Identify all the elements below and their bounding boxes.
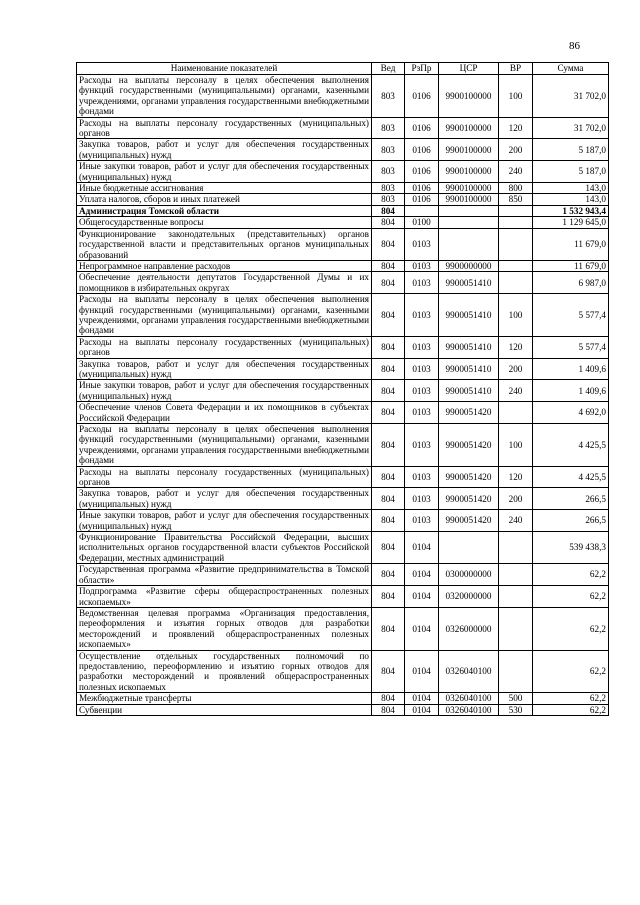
cell-csr: 9900051410: [439, 380, 499, 402]
header-rzpr: РзПр: [405, 63, 439, 75]
cell-rzpr: 0104: [405, 607, 439, 650]
table-row: [77, 228, 609, 260]
cell-name: Осуществление отдельных государственных полномочий по предоставлению, переоформлению и изъятию горных отводов для разработки месторождений и проявлений общераспространенных полезных ископаемых: [77, 650, 372, 693]
cell-sum: 266,5: [533, 488, 609, 510]
cell-sum: 1 409,6: [533, 358, 609, 380]
cell-vr: 120: [499, 466, 533, 488]
cell-sum: 31 702,0: [533, 75, 609, 118]
cell-csr: 0326040100: [439, 650, 499, 693]
cell-ved: 804: [372, 294, 405, 337]
cell-vr: 200: [499, 358, 533, 380]
cell-name: Субвенции: [77, 704, 372, 715]
table-row: [77, 704, 609, 715]
cell-vr: 200: [499, 488, 533, 510]
cell-ved: 803: [372, 161, 405, 183]
cell-sum: 1 532 943,4: [533, 205, 609, 216]
cell-ved: 803: [372, 117, 405, 139]
table-header-row: [77, 63, 609, 75]
page-number: 86: [569, 40, 580, 52]
cell-sum: 62,2: [533, 704, 609, 715]
table-row: [77, 139, 609, 161]
cell-rzpr: 0106: [405, 183, 439, 194]
cell-rzpr: 0106: [405, 75, 439, 118]
cell-sum: 4 425,5: [533, 424, 609, 467]
cell-sum: 62,2: [533, 650, 609, 693]
cell-rzpr: 0103: [405, 272, 439, 294]
table-row: [77, 183, 609, 194]
cell-rzpr: 0104: [405, 532, 439, 564]
table-row: [77, 466, 609, 488]
cell-vr: [499, 532, 533, 564]
cell-vr: 800: [499, 183, 533, 194]
cell-name: Расходы на выплаты персоналу государственных (муниципальных) органов: [77, 117, 372, 139]
cell-rzpr: 0104: [405, 586, 439, 608]
cell-csr: [439, 228, 499, 260]
cell-vr: 120: [499, 336, 533, 358]
cell-sum: 266,5: [533, 510, 609, 532]
table-row: [77, 205, 609, 216]
cell-ved: 804: [372, 358, 405, 380]
cell-rzpr: 0103: [405, 260, 439, 271]
cell-name: Общегосударственные вопросы: [77, 217, 372, 228]
cell-csr: 9900100000: [439, 117, 499, 139]
header-sum: Сумма: [533, 63, 609, 75]
table-row: [77, 510, 609, 532]
table-row: [77, 380, 609, 402]
cell-sum: 4 692,0: [533, 402, 609, 424]
cell-rzpr: 0106: [405, 161, 439, 183]
cell-vr: 240: [499, 510, 533, 532]
cell-ved: 804: [372, 488, 405, 510]
cell-sum: 1 129 645,0: [533, 217, 609, 228]
cell-csr: 0320000000: [439, 586, 499, 608]
cell-csr: 9900051410: [439, 358, 499, 380]
cell-rzpr: 0103: [405, 424, 439, 467]
cell-ved: 803: [372, 183, 405, 194]
table-row: [77, 586, 609, 608]
cell-name: Расходы на выплаты персоналу государственных (муниципальных) органов: [77, 466, 372, 488]
header-name: Наименование показателей: [77, 63, 372, 75]
cell-rzpr: 0103: [405, 510, 439, 532]
cell-csr: 9900051410: [439, 294, 499, 337]
cell-name: Расходы на выплаты персоналу в целях обеспечения выполнения функций государственными (муниципальными) органами, казенными учреждениями, органами управления государственными внебюджетными фондами: [77, 424, 372, 467]
cell-name: Обеспечение деятельности депутатов Государственной Думы и их помощников в избирательных округах: [77, 272, 372, 294]
cell-rzpr: 0103: [405, 402, 439, 424]
cell-rzpr: 0106: [405, 194, 439, 205]
cell-name: Закупка товаров, работ и услуг для обеспечения государственных (муниципальных) нужд: [77, 139, 372, 161]
cell-name: Расходы на выплаты персоналу в целях обеспечения выполнения функций государственными (муниципальными) органами, казенными учреждениями, органами управления государственными внебюджетными фондами: [77, 75, 372, 118]
cell-ved: 804: [372, 510, 405, 532]
cell-ved: 803: [372, 194, 405, 205]
cell-vr: 850: [499, 194, 533, 205]
cell-ved: 804: [372, 228, 405, 260]
table-row: [77, 693, 609, 704]
cell-csr: 9900100000: [439, 183, 499, 194]
cell-rzpr: [405, 205, 439, 216]
cell-rzpr: 0106: [405, 117, 439, 139]
cell-name: Иные закупки товаров, работ и услуг для обеспечения государственных (муниципальных) нужд: [77, 380, 372, 402]
cell-name: Государственная программа «Развитие предпринимательства в Томской области»: [77, 564, 372, 586]
table-row: [77, 607, 609, 650]
table-row: [77, 532, 609, 564]
cell-ved: 804: [372, 205, 405, 216]
table-row: [77, 217, 609, 228]
cell-csr: 9900100000: [439, 75, 499, 118]
cell-csr: 9900051420: [439, 402, 499, 424]
cell-vr: 200: [499, 139, 533, 161]
cell-vr: [499, 260, 533, 271]
table-row: [77, 358, 609, 380]
cell-csr: 9900100000: [439, 139, 499, 161]
table-row: [77, 650, 609, 693]
cell-sum: 62,2: [533, 607, 609, 650]
cell-csr: 9900100000: [439, 161, 499, 183]
cell-name: Иные бюджетные ассигнования: [77, 183, 372, 194]
cell-ved: 804: [372, 607, 405, 650]
table-row: [77, 161, 609, 183]
cell-vr: [499, 205, 533, 216]
cell-ved: 803: [372, 139, 405, 161]
cell-name: Непрограммное направление расходов: [77, 260, 372, 271]
cell-name: Функционирование Правительства Российской Федерации, высших исполнительных органов государственной власти субъектов Российской Федерации, местных администраций: [77, 532, 372, 564]
cell-csr: 9900051420: [439, 510, 499, 532]
cell-vr: 120: [499, 117, 533, 139]
header-ved: Вед: [372, 63, 405, 75]
cell-name: Иные закупки товаров, работ и услуг для обеспечения государственных (муниципальных) нужд: [77, 510, 372, 532]
cell-csr: [439, 532, 499, 564]
cell-vr: [499, 586, 533, 608]
cell-vr: [499, 228, 533, 260]
cell-ved: 803: [372, 75, 405, 118]
cell-vr: 240: [499, 161, 533, 183]
budget-table: [76, 62, 609, 716]
cell-csr: 0326040100: [439, 704, 499, 715]
cell-name: Администрация Томской области: [77, 205, 372, 216]
cell-rzpr: 0103: [405, 466, 439, 488]
cell-vr: 100: [499, 75, 533, 118]
table-row: [77, 336, 609, 358]
cell-vr: 500: [499, 693, 533, 704]
cell-ved: 804: [372, 380, 405, 402]
cell-sum: 1 409,6: [533, 380, 609, 402]
cell-sum: 143,0: [533, 194, 609, 205]
cell-name: Закупка товаров, работ и услуг для обеспечения государственных (муниципальных) нужд: [77, 488, 372, 510]
cell-sum: 5 577,4: [533, 294, 609, 337]
cell-sum: 143,0: [533, 183, 609, 194]
cell-ved: 804: [372, 424, 405, 467]
cell-rzpr: 0104: [405, 564, 439, 586]
cell-sum: 5 187,0: [533, 139, 609, 161]
table-row: [77, 260, 609, 271]
cell-rzpr: 0104: [405, 693, 439, 704]
cell-ved: 804: [372, 336, 405, 358]
cell-csr: 0326040100: [439, 693, 499, 704]
cell-sum: 5 187,0: [533, 161, 609, 183]
cell-vr: [499, 217, 533, 228]
cell-csr: 9900051420: [439, 466, 499, 488]
cell-ved: 804: [372, 532, 405, 564]
table-row: [77, 488, 609, 510]
cell-name: Расходы на выплаты персоналу в целях обеспечения выполнения функций государственными (муниципальными) органами, казенными учреждениями, органами управления государственными внебюджетными фондами: [77, 294, 372, 337]
cell-sum: 6 987,0: [533, 272, 609, 294]
cell-vr: 530: [499, 704, 533, 715]
cell-vr: [499, 650, 533, 693]
cell-ved: 804: [372, 650, 405, 693]
cell-csr: 9900100000: [439, 194, 499, 205]
table-row: [77, 272, 609, 294]
cell-csr: 0326000000: [439, 607, 499, 650]
cell-ved: 804: [372, 693, 405, 704]
cell-csr: 9900051410: [439, 336, 499, 358]
cell-sum: 31 702,0: [533, 117, 609, 139]
cell-sum: 11 679,0: [533, 228, 609, 260]
cell-vr: 240: [499, 380, 533, 402]
cell-name: Обеспечение членов Совета Федерации и их помощников в субъектах Российской Федерации: [77, 402, 372, 424]
cell-name: Подпрограмма «Развитие сферы общераспространенных полезных ископаемых»: [77, 586, 372, 608]
cell-name: Уплата налогов, сборов и иных платежей: [77, 194, 372, 205]
table-row: [77, 564, 609, 586]
cell-vr: [499, 607, 533, 650]
table-body: [77, 75, 609, 716]
cell-rzpr: 0104: [405, 704, 439, 715]
cell-ved: 804: [372, 272, 405, 294]
cell-rzpr: 0103: [405, 380, 439, 402]
cell-ved: 804: [372, 260, 405, 271]
cell-csr: 9900051420: [439, 424, 499, 467]
cell-csr: [439, 217, 499, 228]
cell-vr: [499, 564, 533, 586]
cell-csr: [439, 205, 499, 216]
table-row: [77, 117, 609, 139]
header-csr: ЦСР: [439, 63, 499, 75]
cell-sum: 62,2: [533, 693, 609, 704]
cell-name: Функционирование законодательных (представительных) органов государственной власти и представительных органов муниципальных образований: [77, 228, 372, 260]
cell-ved: 804: [372, 466, 405, 488]
cell-sum: 11 679,0: [533, 260, 609, 271]
cell-ved: 804: [372, 586, 405, 608]
cell-csr: 0300000000: [439, 564, 499, 586]
cell-rzpr: 0103: [405, 358, 439, 380]
table-row: [77, 424, 609, 467]
cell-name: Расходы на выплаты персоналу государственных (муниципальных) органов: [77, 336, 372, 358]
cell-name: Иные закупки товаров, работ и услуг для обеспечения государственных (муниципальных) нужд: [77, 161, 372, 183]
cell-name: Ведомственная целевая программа «Организация предоставления, переоформления и изъятия горных отводов для разработки месторождений и проявлений общераспространенных полезных ископаемых»: [77, 607, 372, 650]
cell-ved: 804: [372, 564, 405, 586]
cell-sum: 5 577,4: [533, 336, 609, 358]
cell-vr: [499, 272, 533, 294]
cell-rzpr: 0104: [405, 650, 439, 693]
table-row: [77, 402, 609, 424]
cell-csr: 9900000000: [439, 260, 499, 271]
cell-rzpr: 0100: [405, 217, 439, 228]
cell-name: Межбюджетные трансферты: [77, 693, 372, 704]
cell-ved: 804: [372, 704, 405, 715]
table-row: [77, 294, 609, 337]
cell-csr: 9900051420: [439, 488, 499, 510]
cell-rzpr: 0103: [405, 294, 439, 337]
cell-rzpr: 0106: [405, 139, 439, 161]
cell-ved: 804: [372, 402, 405, 424]
cell-vr: 100: [499, 424, 533, 467]
cell-sum: 62,2: [533, 586, 609, 608]
cell-vr: [499, 402, 533, 424]
table-row: [77, 75, 609, 118]
cell-ved: 804: [372, 217, 405, 228]
table-row: [77, 194, 609, 205]
cell-sum: 4 425,5: [533, 466, 609, 488]
cell-rzpr: 0103: [405, 336, 439, 358]
cell-name: Закупка товаров, работ и услуг для обеспечения государственных (муниципальных) нужд: [77, 358, 372, 380]
cell-rzpr: 0103: [405, 488, 439, 510]
header-vr: ВР: [499, 63, 533, 75]
cell-vr: 100: [499, 294, 533, 337]
cell-csr: 9900051410: [439, 272, 499, 294]
cell-sum: 62,2: [533, 564, 609, 586]
cell-sum: 539 438,3: [533, 532, 609, 564]
cell-rzpr: 0103: [405, 228, 439, 260]
